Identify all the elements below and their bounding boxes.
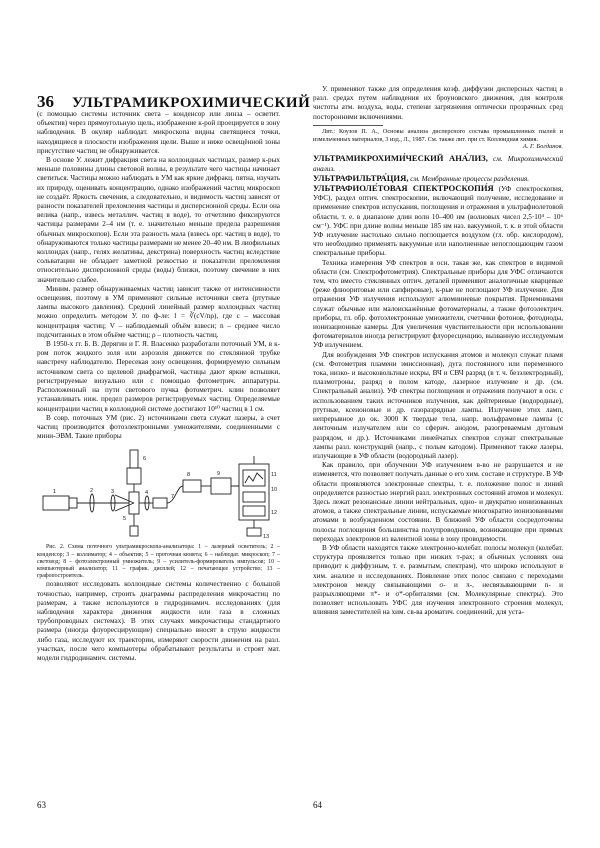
article-author: А. Г. Богданов. [522, 143, 563, 151]
figure-label-8: 8 [187, 472, 191, 479]
figure-label-2: 2 [90, 488, 94, 495]
header-title: УЛЬТРАМИКРОХИМИЧЕСКИЙ [72, 95, 311, 111]
page-number-left: 63 [37, 800, 46, 810]
left-column [37, 110, 280, 663]
figure-label-12: 12 [271, 510, 278, 517]
entry-uv-spectroscopy [313, 184, 563, 259]
entry-heading: УЛЬТРАФИЛЬТРА́ЦИЯ, [313, 172, 409, 183]
figure-label-6: 6 [143, 456, 147, 463]
right-paragraph-3: Для возбуждения УФ спектров испускания атомов и молекул служат пламя (см. Фотометрия пламени эмиссионная), дуга постоянного или переменного тока, низко- и высоковольтные искры, ВЧ и СВЧ разряд (в т. ч. безэлектродный), плазмотроны, разряд в полом катоде, лазерное излучение и др. (см. Спектральный анализ). УФ спектры поглощения и отражения получают в осн. с использованием таких источников излучения, как дейтериевые (водородные), ртутные, ксеноновые и др. газоразрядные лампы. Излучение этих ламп, непрерывное до ок. 3000 К твердые тела, напр. вольфрамовые лампы (с ленточным излучателем или со сферич. анодом, разогреваемым дуговым разрядом, и др.). Источниками линейчатых спектров служат спектральные лампы разл. конструкций (напр., с полым катодом). Применяют также лазеры, излучающие в УФ области (водородный лазер). [313, 350, 563, 460]
entry-crossref: см. Микрохимический анализ. [313, 155, 563, 173]
entry-heading: УЛЬТРАФИОЛЕ́ТОВАЯ СПЕКТРОСКОПИ́Я [313, 183, 494, 194]
entry-body: (УФ спектроскопия, УФС), раздел оптич. спектроскопии, включающий получение, исследование и применение спектров испускания, поглощения и отражения в ультрафиолетовой области, т. е. в диапазоне длин волн 10–400 нм (волновых чисел 2,5·10⁴ – 10⁶ см⁻¹). УФС при длине волны меньше 185 нм наз. вакуумной, т. к. в этой области УФ излучение настолько сильно поглощается воздухом (гл. обр. кислородом), что необходимо применять вакуумные или наполненные непоглощающим газом спектральные приборы. [313, 185, 563, 258]
left-paragraph-1: (с помощью системы источник света – конденсор или линза – осветит. объектив) через прямоугольную щель, изображение к-рой проецируется в зону наблюдения. В окуляр наблюдат. микроскопа видны светящиеся точки, находящиеся в плоскости изображения щели. Выше и ниже освещённой зоны присутствие частиц не обнаруживается. [37, 110, 280, 155]
header-page-number: 36 [37, 92, 54, 111]
footnote-rule [313, 125, 383, 126]
left-paragraph-2: В основе У. лежит дифракция света на коллоидных частицах, размер к-рых меньше половины длины световой волны, в результате чего частицы начинает светиться. Частицы можно наблюдать в УМ как яркие дифракц. пятна, изучать их природу, оценивать концентрацию, однако изображений частиц микроскоп не создаёт. Яркость свечения, а следовательно, и видимость частиц зависят от разности показателей преломления частицы и дисперсионной среды. Если она велика (напр., взвесь металлич. частиц в воде), то отчетливо фиксируются частицы размерами 2–4 нм (т. е. значительно меньше предела разрешения обычных микроскопов). Если эта разность мала (взвесь орг. частиц в воде), то обнаруживаются только частицы размерами не менее 20–40 нм. В лиофильных коллоидах (напр., гелях желатины, декстрина) поверхность частиц вследствие сольватации не обладает заметной резкостью и показатели преломления относительно дисперсионной среды (воды) близки, поэтому свечение в них значительно слабее. [37, 156, 280, 284]
figure-caption: Рис. 2. Схема поточного ультрамикроскопа-анализатора: 1 – лазерный осветитель; 2 – конденсор; 3 – коллиматор; 4 – объектив; 5 – проточная кювета; 6 – наблюдат. микроскоп; 7 – световод; 8 – фотоэлектронный умножитель; 9 – усилитель-формирователь импульсов; 10 – компьютерный анализатор; 11 – график. дисплей; 12 – печатающее устройство; 13 – графопостроитель. [37, 544, 280, 580]
page-number-right: 64 [313, 800, 322, 810]
figure-label-7: 7 [171, 494, 175, 501]
entry-ultramicrochemical-analysis [313, 154, 563, 173]
right-paragraph-1: У. применяют также для определения коэф. диффузии дисперсных частиц в разл. средах путем наблюдения их броуновского движения, для контроля чистоты атм. воздуха, воды, степени загрязнения оптически прозрачных сред посторонними включениями. [313, 85, 563, 121]
running-header [37, 92, 310, 112]
left-paragraph-4: В 1950-х гг. Б. В. Дерягин и Г. Я. Власенко разработали поточный УМ, в к-ром поток жидкого золя или аэрозоля движется по стеклянной трубке навстречу наблюдателю. Пересекая зону освещения, формируемую сильным источником света со щелевой диафрагмой, частицы дают яркие вспышки, регистрируемые визуально или с помощью фотометрич. аппаратуры. Расположенный на пути светового пучка фотометрич. клин позволяет устанавливать ниж. предел размеров регистрируемых частиц. Определяемые концентрации частиц в коллоидной системе достигают 10¹⁰ частиц в 1 см. [37, 340, 280, 413]
left-paragraph-6: позволяют исследовать коллоидные системы количественно с большой точностью, например, строить диаграммы распределения микрочастиц по размерам, а также используются в гидродинамич. исследованиях (для наблюдения характера движения жидкости или газа в сложных трубопроводных системах). В этих случаях микрочастицы стандартного размера (иногда флуоресцирующие) специально вносят в струю жидкости либо газа, исследуют их траектории, измеряют скорости движения на разл. участках, после чего компьютеры обрабатывают результаты и строят мат. модели гидродинамич. системы. [37, 580, 280, 662]
figure-label-4: 4 [145, 490, 149, 497]
right-paragraph-5: В УФ области находятся также электронно-колебат. полосы молекул (колебат. структура проявляется только при низких т-рах; в обычных условиях она приводит к диффузным, т. е. размытым, спектрам), что широко используют в хим. анализе и исследованиях. Появление этих полос связано с переходами электронов между связывающими σ- и π-, несвязывающими n- и разрыхляющими π*- и σ*-орбиталями (см. Молекулярные спектры). Это позволяет использовать УФС для изучения электронного строения молекул, влияния заместителей на хим. св-ва ароматич. соединений, для уста- [313, 543, 563, 617]
right-column [313, 85, 563, 618]
literature-reference: Лит.: Коузов П. А., Основы анализа дисперсного состава промышленных пылей и измельченных материалов, 3 изд., Л., 1987. См. также лит. при ст. Коллоидная химия. [313, 127, 563, 143]
diagram-svg [37, 446, 280, 541]
left-paragraph-3: Миним. размер обнаруживаемых частиц зависит также от интенсивности освещения, поэтому в УМ применяют сильные источники света (ртутные лампы высокого давления). Средний линейный размер коллоидных частиц можно определить методом У. по ф-ле: l = ∛(cV/nρ), где c – массовая концентрация частиц; V – наблюдаемый объём взвеси; n – среднее число подсчитанных в этом объёме частиц; ρ – плотность частиц. [37, 284, 280, 339]
entry-heading: УЛЬТРАМИКРОХИМИ́ЧЕСКИЙ АНА́ЛИЗ, [313, 153, 488, 164]
entry-crossref: см. Мембранные процессы разделения. [410, 174, 530, 183]
ultramicroscope-diagram [37, 446, 280, 541]
right-paragraph-4: Как правило, при облучении УФ излучением в-во не разрушается и не изменяется, что позволяет получать данные о его хим. составе и структуре. В УФ области проявляются электронные спектры, т. е. положение полос и линий определяется разностью энергий разл. электронных состояний атомов и молекул. Здесь лежат резонансные линии нейтральных, одно- и двукратно ионизованных атомов, а также спектральные линии, испускаемые многократно ионизованными атомами в возбужденном состоянии. В ближней УФ области сосредоточены полосы поглощения большинства полупроводников, возникающие при прямых переходах электронов из валентной зоны в зону проводимости. [313, 461, 563, 543]
figure-label-11: 11 [271, 472, 277, 479]
figure-label-13: 13 [263, 534, 270, 541]
right-paragraph-2: Техника измерения УФ спектров в осн. такая же, как спектров в видимой области (см. Спектрофотометрия). Спектральные приборы для УФС отличаются тем, что вместо стеклянных оптич. деталей применяют аналогичные кварцевые (реже флюоритовые или сапфировые), к-рые не поглощают УФ излучение. Для отражения УФ излучения используют алюминиевые покрытия. Приемниками служат обычные или малоискажённые фотоматериалы, а также фотоэлектрич. приборы, гл. обр. фотоэлектронные умножители, счетчики фотонов, фотодиоды, ионизационные камеры. Для увеличения чувствительности при использовании фотоматериалов иногда регистрируют флуоресценцию, вызванную исследуемым УФ излучением. [313, 258, 563, 350]
figure-label-5: 5 [123, 516, 127, 523]
figure-label-1: 1 [53, 489, 57, 496]
figure-label-3: 3 [111, 489, 115, 496]
figure-label-9: 9 [217, 471, 221, 478]
figure-label-10: 10 [271, 487, 278, 494]
left-paragraph-5: В совр. поточных УМ (рис. 2) источниками света служат лазеры, а счет частиц производится фотоэлектронными умножителями, соединенными с мини-ЭВМ. Такие приборы [37, 413, 280, 441]
